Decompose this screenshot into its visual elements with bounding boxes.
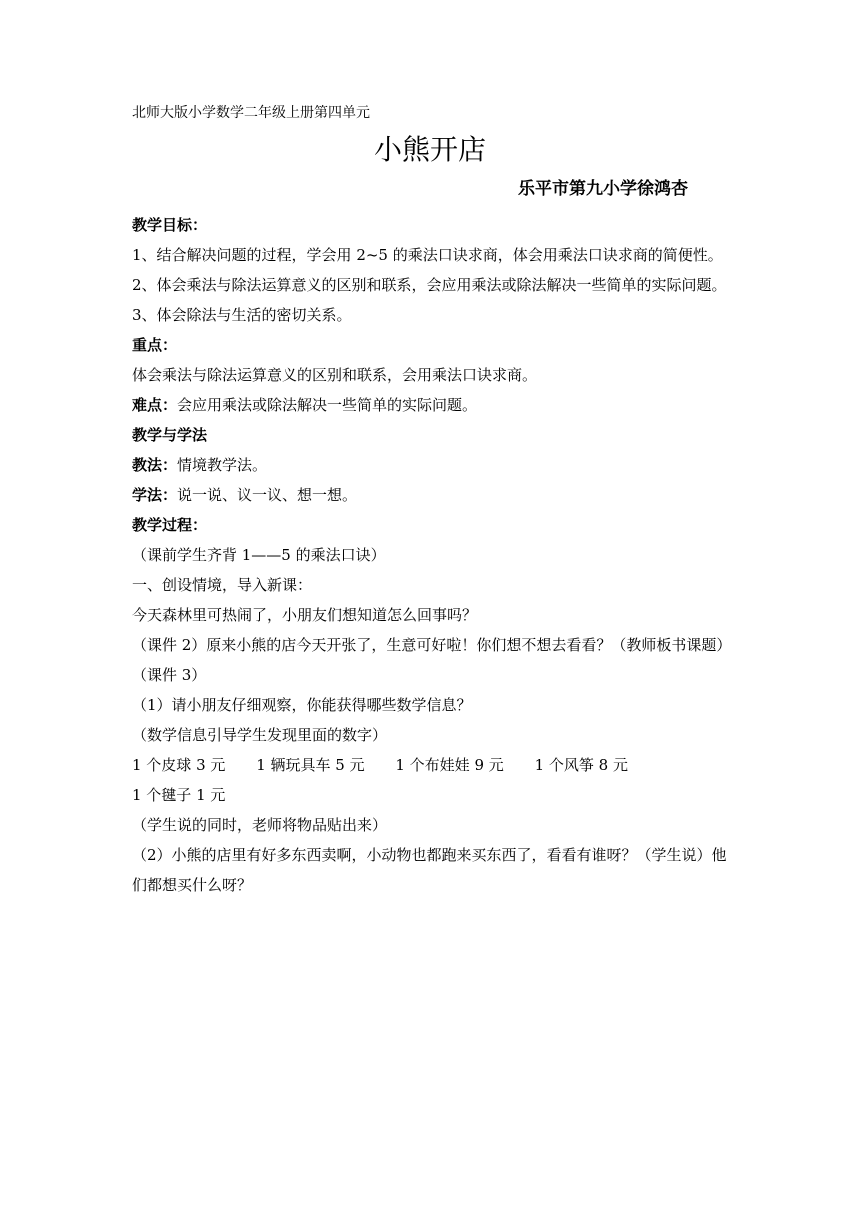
learning-method xyxy=(132,480,732,510)
process-heading: 教学过程： xyxy=(132,516,208,534)
process-after-line-1: （学生说的同时，老师将物品贴出来） xyxy=(132,816,388,834)
price-item: 1 个皮球 3 元 xyxy=(132,756,226,774)
price-list xyxy=(132,750,732,810)
process-line-1: （课前学生齐背 1——5 的乘法口诀） xyxy=(132,546,386,564)
teaching-method-label: 教法： xyxy=(132,456,178,474)
teaching-method xyxy=(132,450,732,480)
price-item: 1 辆玩具车 5 元 xyxy=(256,756,365,774)
methods-heading: 教学与学法 xyxy=(132,426,208,444)
document-page xyxy=(132,100,732,900)
process-line-2: 一、创设情境，导入新课： xyxy=(132,576,313,594)
process-line-4: （课件 2）原来小熊的店今天开张了，生意可好啦！你们想不想去看看？（教师板书课题） xyxy=(132,636,732,654)
process-line-6: （1）请小朋友仔细观察，你能获得哪些数学信息？ xyxy=(132,696,472,714)
difficulty-paragraph xyxy=(132,390,732,420)
learning-method-label: 学法： xyxy=(132,486,178,504)
price-item: 1 个布娃娃 9 元 xyxy=(395,756,504,774)
process-line-3: 今天森林里可热闹了，小朋友们想知道怎么回事吗？ xyxy=(132,606,478,624)
process-line-7: （数学信息引导学生发现里面的数字） xyxy=(132,726,388,744)
difficulty-label: 难点： xyxy=(132,396,178,414)
key-points-heading: 重点： xyxy=(132,336,178,354)
objective-item-2: 2、体会乘法与除法运算意义的区别和联系，会应用乘法或除法解决一些简单的实际问题。 xyxy=(132,276,727,294)
process-line-5: （课件 3） xyxy=(132,666,207,684)
objective-item-1: 1、结合解决问题的过程，学会用 2~5 的乘法口诀求商，体会用乘法口诀求商的简便性。 xyxy=(132,246,723,264)
objectives-heading: 教学目标： xyxy=(132,216,208,234)
price-item: 1 个风筝 8 元 xyxy=(534,756,628,774)
process-after-line-2: （2）小熊的店里有好多东西卖啊，小动物也都跑来买东西了，看看有谁呀？（学生说）他们都想买什么呀？ xyxy=(132,846,727,894)
document-author: 乐平市第九小学徐鸿杏 xyxy=(518,179,688,199)
document-title: 小熊开店 xyxy=(373,133,486,166)
difficulty-text: 会应用乘法或除法解决一些简单的实际问题。 xyxy=(177,396,478,414)
document-subtitle: 北师大版小学数学二年级上册第四单元 xyxy=(132,105,370,121)
price-item: 1 个毽子 1 元 xyxy=(132,786,226,804)
key-points-text: 体会乘法与除法运算意义的区别和联系，会用乘法口诀求商。 xyxy=(132,366,538,384)
learning-method-text: 说一说、议一议、想一想。 xyxy=(177,486,358,504)
objective-item-3: 3、体会除法与生活的密切关系。 xyxy=(132,306,352,324)
teaching-method-text: 情境教学法。 xyxy=(177,456,268,474)
